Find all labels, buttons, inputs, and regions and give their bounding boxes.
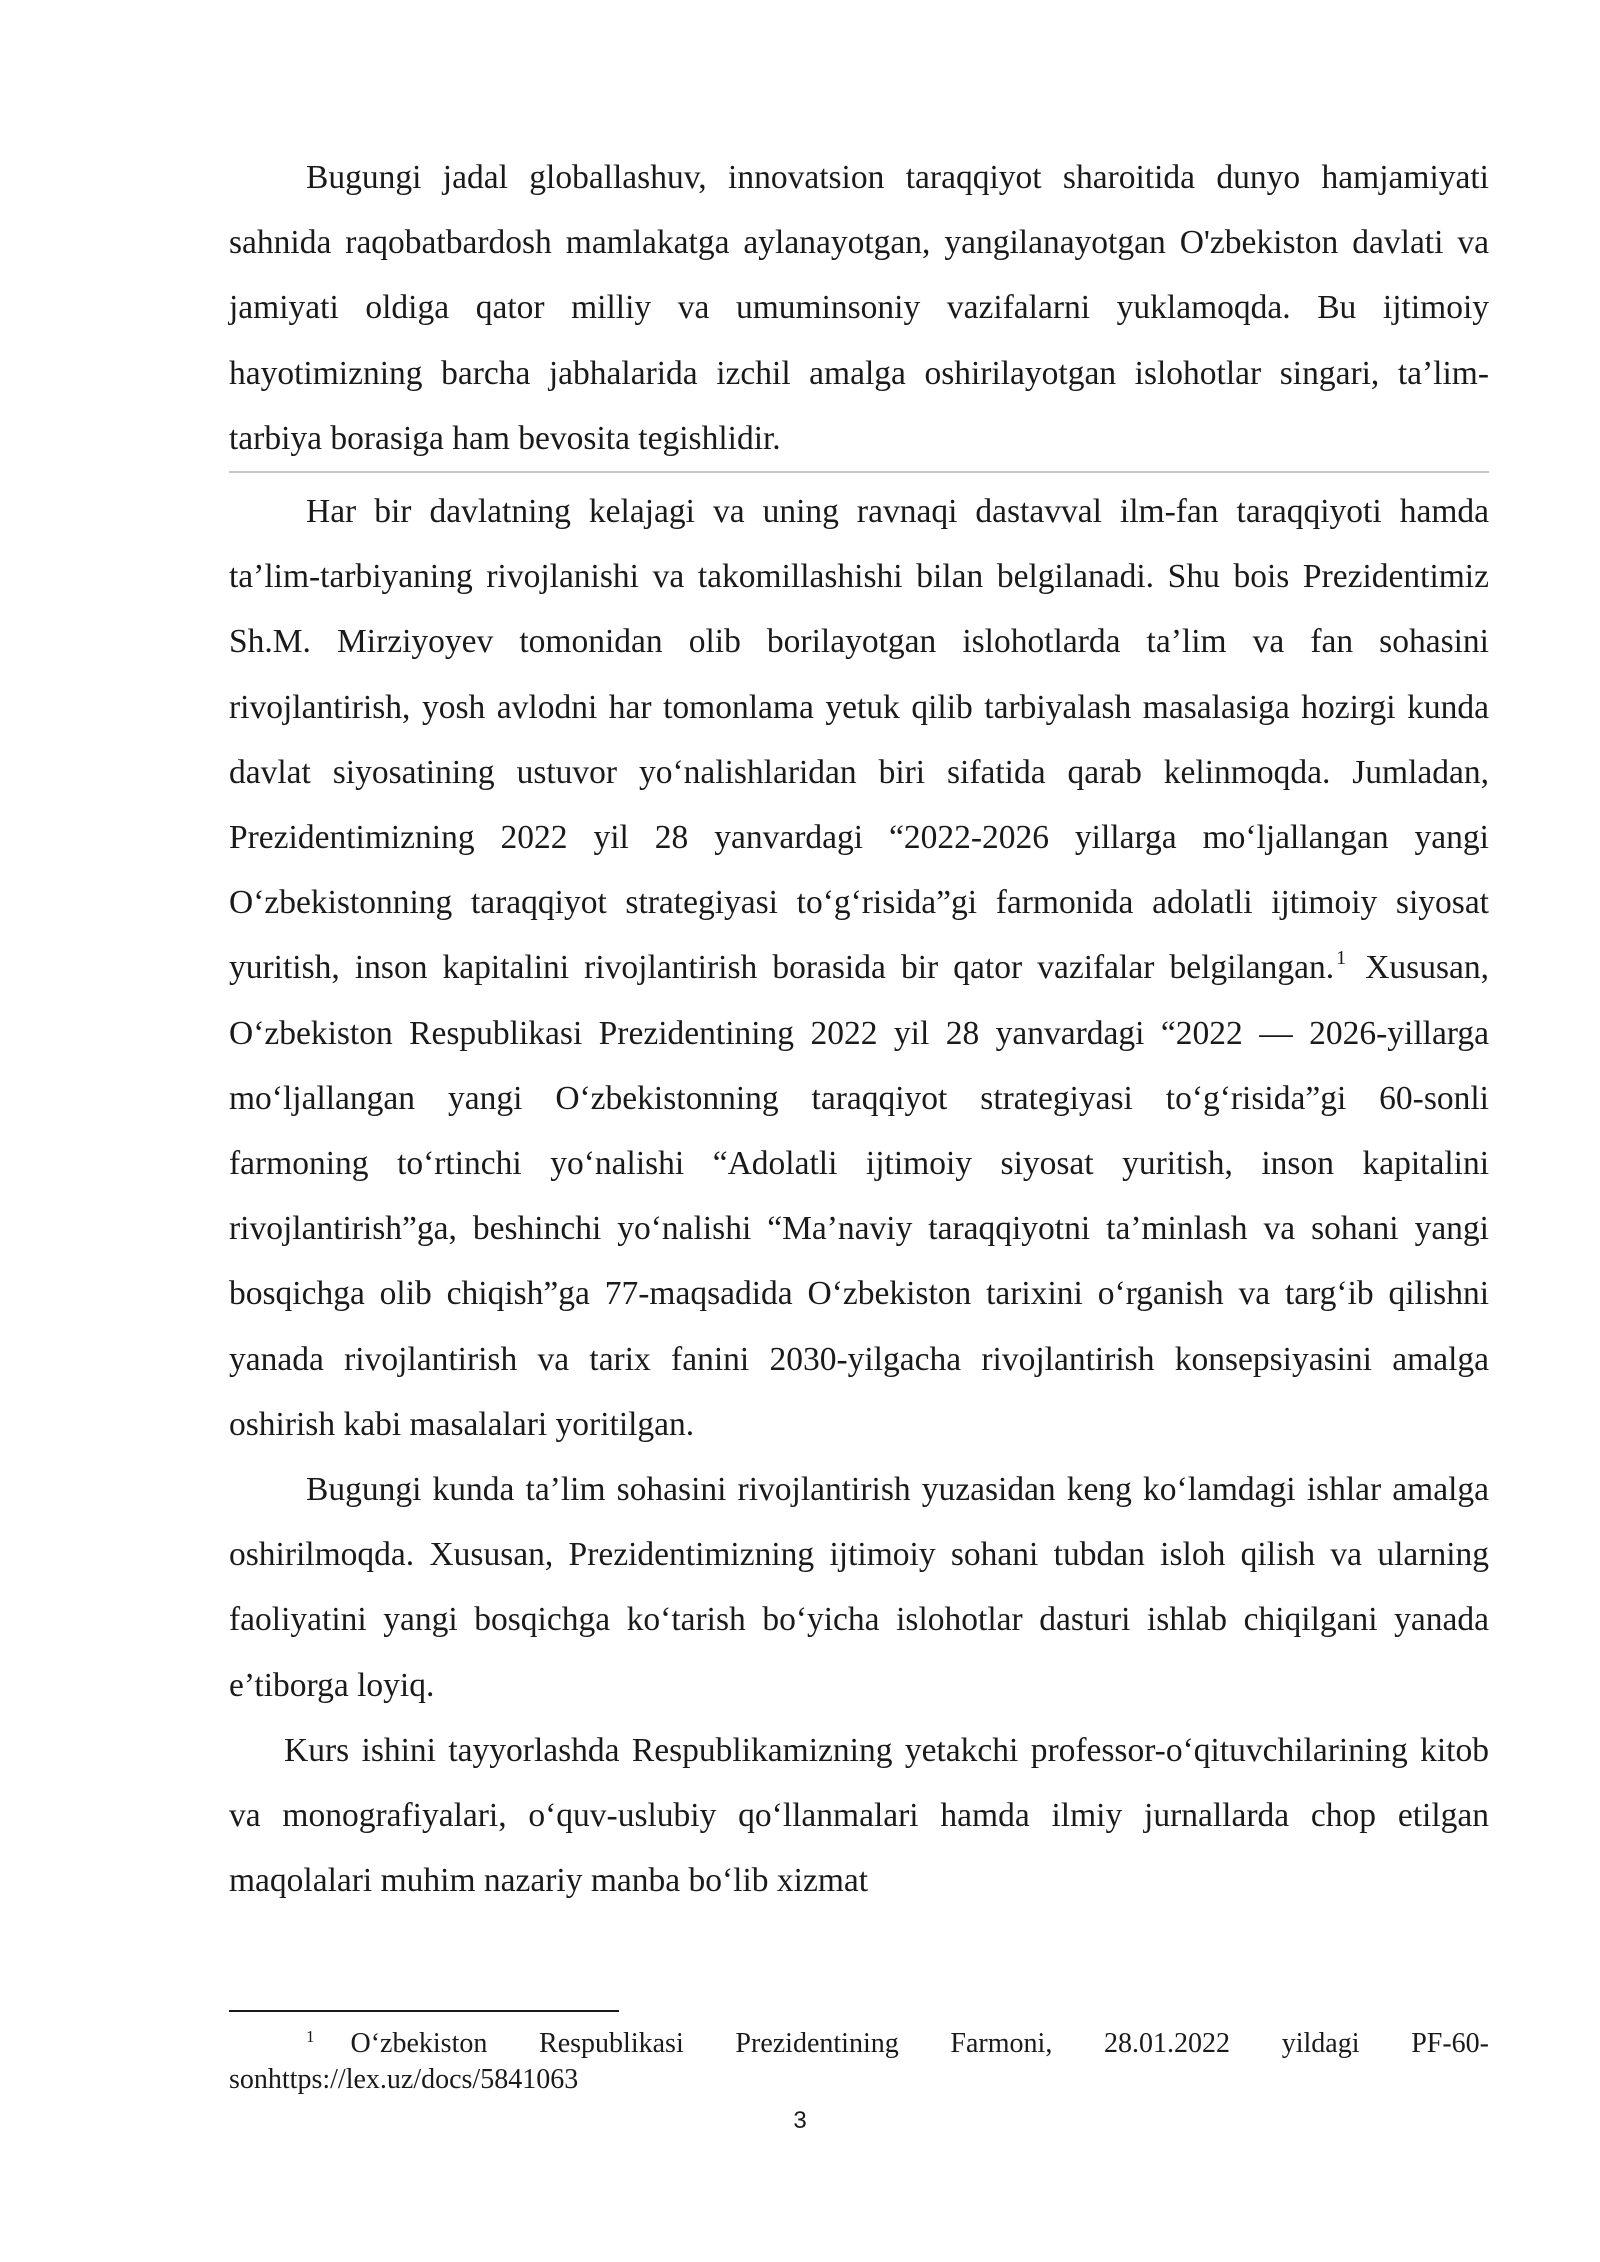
footnote-reference[interactable]: 1 [1336, 947, 1347, 970]
footnote-separator [229, 2010, 619, 2012]
paragraph-2 [229, 479, 1489, 1457]
paragraph-1 [229, 145, 1489, 473]
paragraph-4-text: Kurs ishini tayyorlashda Respublikamizning yetakchi professor-o‘qituvchilarining kitob va monografiyalari, o‘quv-uslubiy qo‘llanmalari hamda ilmiy jurnallarda chop etilgan maqolalari muhim nazariy manba bo‘lib xizmat [229, 1731, 1489, 1900]
footnote-text: O‘zbekiston Respublikasi Prezidentining Farmoni, 28.01.2022 yildagi PF-60-sonhttps://lex.uz/docs/5841063 [229, 2028, 1489, 2095]
paragraph-2-continuation: Xususan, O‘zbekiston Respublikasi Prezidentining 2022 yil 28 yanvardagi “2022 — 2026-yillarga mo‘ljallangan yangi O‘zbekistonning taraqqiyot strategiyasi to‘g‘risida”gi 60-sonli farmoning to‘rtinchi yo‘nalishi “Adolatli ijtimoiy siyosat yuritish, inson kapitalini rivojlantirish”ga, beshinchi yo‘nalishi “Ma’naviy taraqqiyotni ta’minlash va sohani yangi bosqichga olib chiqish”ga 77-maqsadida O‘zbekiston tarixini o‘rganish va targ‘ib qilishni yanada rivojlantirish va tarix fanini 2030-yilgacha rivojlantirish konsepsiyasini amalga oshirish kabi masalalari yoritilgan. [229, 949, 1489, 1443]
paragraph-2-text: Har bir davlatning kelajagi va uning ravnaqi dastavval ilm-fan taraqqiyoti hamda ta’lim-tarbiyaning rivojlanishi va takomillashishi bilan belgilanadi. Shu bois Prezidentimiz Sh.M. Mirziyoyev tomonidan olib borilayotgan islohotlarda ta’lim va fan sohasini rivojlantirish, yosh avlodni har tomonlama yetuk qilib tarbiyalash masalasiga hozirgi kunda davlat siyosatining ustuvor yo‘nalishlaridan biri sifatida qarab kelinmoqda. Jumladan, Prezidentimizning 2022 yil 28 yanvardagi “2022-2026 yillarga mo‘ljallangan yangi O‘zbekistonning taraqqiyot strategiyasi to‘g‘risida”gi farmonida adolatli ijtimoiy siyosat yuritish, inson kapitalini rivojlantirish borasida bir qator vazifalar belgilangan. [229, 493, 1489, 987]
paragraph-4 [229, 1718, 1489, 1914]
paragraph-3 [229, 1457, 1489, 1718]
paragraph-1-text: Bugungi jadal globallashuv, innovatsion taraqqiyot sharoitida dunyo hamjamiyati sahnida raqobatbardosh mamlakatga aylanayotgan, yangilanayotgan O'zbekiston davlati va jamiyati oldiga qator milliy va umuminsoniy vazifalarni yuklamoqda. Bu ijtimoiy hayotimizning barcha jabhalarida izchil amalga oshirilayotgan islohotlar singari, ta’lim-tarbiya borasiga ham bevosita tegishlidir. [229, 159, 1489, 457]
paragraph-3-text: Bugungi kunda ta’lim sohasini rivojlantirish yuzasidan keng ko‘lamdagi ishlar amalga oshirilmoqda. Xususan, Prezidentimizning ijtimoiy sohani tubdan isloh qilish va ularning faoliyatini yangi bosqichga ko‘tarish bo‘yicha islohotlar dasturi ishlab chiqilgani yanada e’tiborga loyiq. [229, 1471, 1489, 1704]
body-text [229, 145, 1489, 1913]
footnote-number: 1 [306, 2027, 315, 2046]
footnote [229, 2026, 1489, 2098]
page-number: 3 [793, 2107, 807, 2134]
